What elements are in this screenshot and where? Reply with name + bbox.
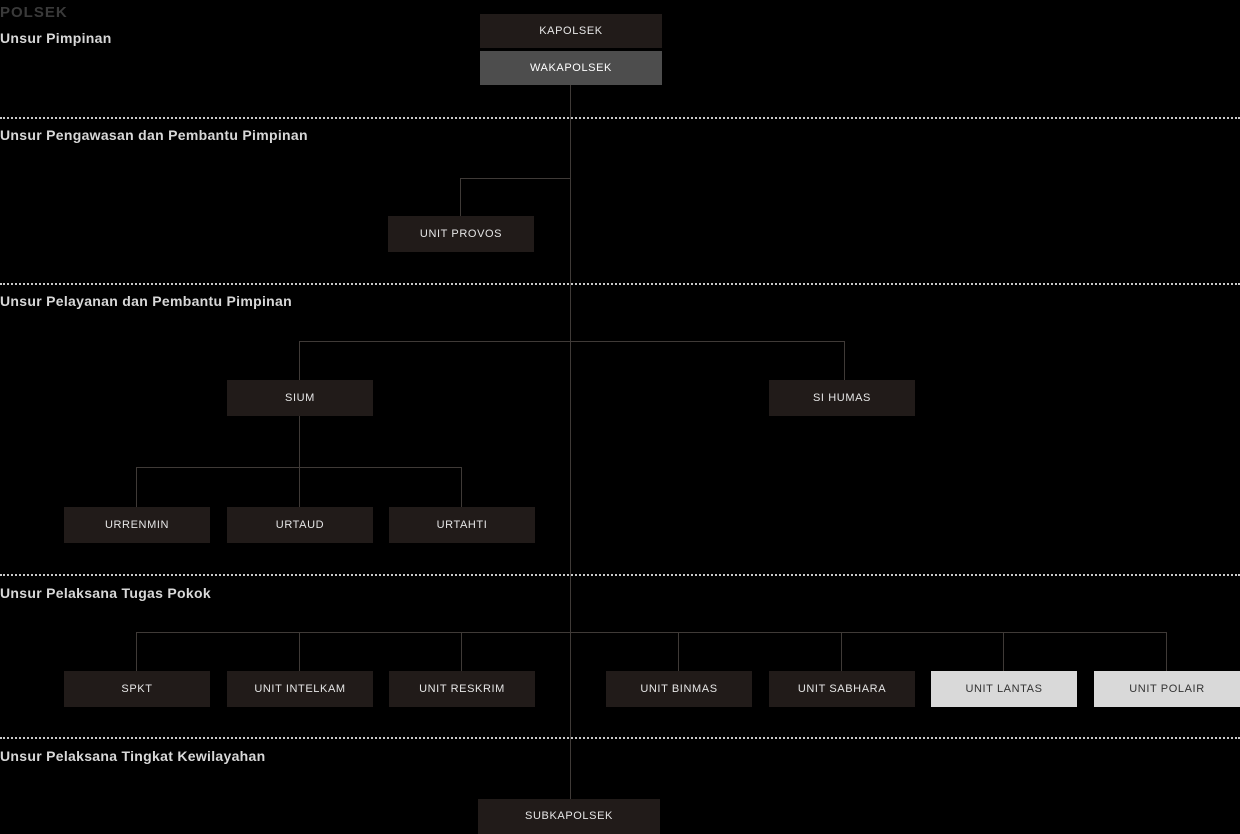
section-label-unsur-pelaksana-tugas-pokok: Unsur Pelaksana Tugas Pokok <box>0 585 211 601</box>
node-urrenmin[interactable]: URRENMIN <box>64 507 210 543</box>
node-unit-intelkam[interactable]: UNIT INTELKAM <box>227 671 373 707</box>
node-unit-lantas[interactable]: UNIT LANTAS <box>931 671 1077 707</box>
connector-sihumas-v <box>844 341 845 380</box>
connector-urrenmin-v <box>136 467 137 508</box>
connector-sium-v <box>299 341 300 380</box>
node-unit-reskrim[interactable]: UNIT RESKRIM <box>389 671 535 707</box>
divider-4 <box>0 737 1240 739</box>
divider-1 <box>0 117 1240 119</box>
connector-reskrim-v <box>461 632 462 672</box>
connector-provos-v <box>460 178 461 216</box>
node-kapolsek[interactable]: KAPOLSEK <box>480 14 662 48</box>
node-subkapolsek[interactable]: SUBKAPOLSEK <box>478 799 660 834</box>
node-unit-sabhara[interactable]: UNIT SABHARA <box>769 671 915 707</box>
connector-urtahti-v <box>461 467 462 508</box>
page-title: POLSEK <box>0 4 68 21</box>
node-urtaud[interactable]: URTAUD <box>227 507 373 543</box>
section-label-unsur-pelaksana-kewilayahan: Unsur Pelaksana Tingkat Kewilayahan <box>0 748 266 764</box>
connector-pelayanan-h <box>299 341 845 342</box>
node-unit-provos[interactable]: UNIT PROVOS <box>388 216 534 252</box>
divider-2 <box>0 283 1240 285</box>
connector-tugaspokok-h <box>136 632 1166 633</box>
connector-binmas-v <box>678 632 679 672</box>
connector-lantas-v <box>1003 632 1004 672</box>
node-unit-polair[interactable]: UNIT POLAIR <box>1094 671 1240 707</box>
connector-spine <box>570 85 571 800</box>
connector-intelkam-v <box>299 632 300 672</box>
connector-spkt-v <box>136 632 137 672</box>
connector-urtaud-v <box>299 467 300 508</box>
connector-sium-down <box>299 415 300 467</box>
node-wakapolsek[interactable]: WAKAPOLSEK <box>480 51 662 85</box>
node-unit-binmas[interactable]: UNIT BINMAS <box>606 671 752 707</box>
node-si-humas[interactable]: SI HUMAS <box>769 380 915 416</box>
divider-3 <box>0 574 1240 576</box>
node-urtahti[interactable]: URTAHTI <box>389 507 535 543</box>
node-sium[interactable]: SIUM <box>227 380 373 416</box>
connector-sabhara-v <box>841 632 842 672</box>
section-label-unsur-pimpinan: Unsur Pimpinan <box>0 30 112 46</box>
section-label-unsur-pengawasan: Unsur Pengawasan dan Pembantu Pimpinan <box>0 127 308 143</box>
section-label-unsur-pelayanan: Unsur Pelayanan dan Pembantu Pimpinan <box>0 293 292 309</box>
connector-provos-h <box>460 178 571 179</box>
connector-polair-v <box>1166 632 1167 672</box>
node-spkt[interactable]: SPKT <box>64 671 210 707</box>
